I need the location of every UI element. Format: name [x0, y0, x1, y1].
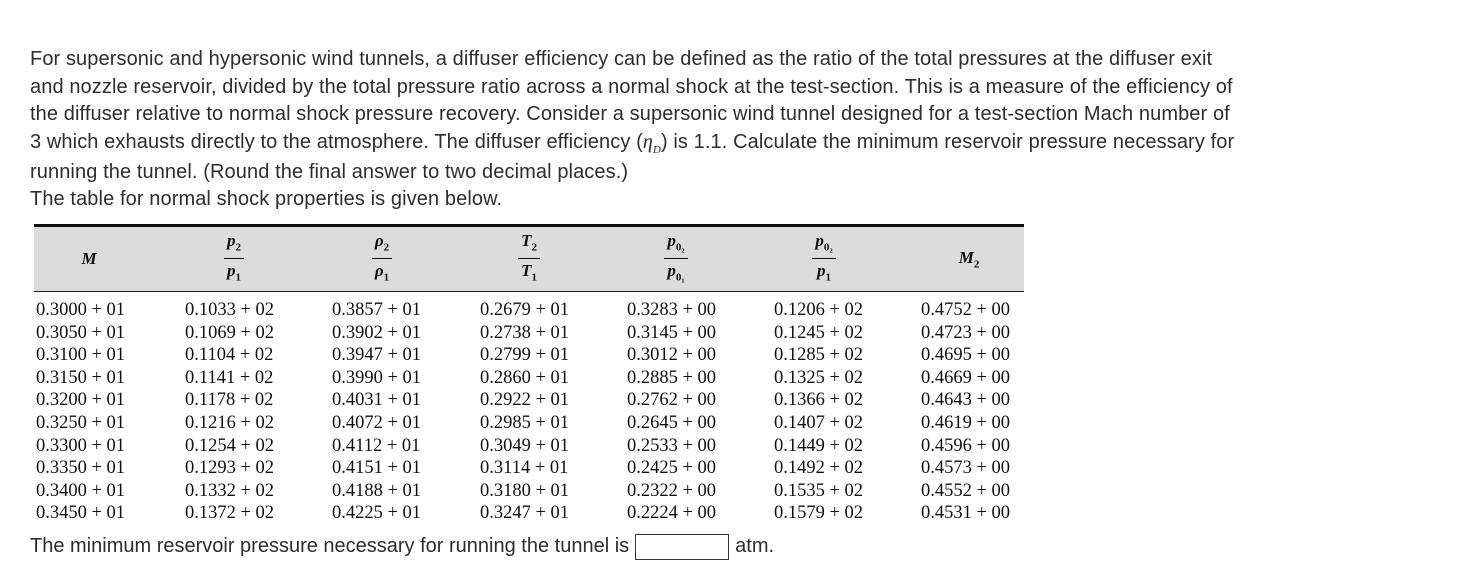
table-cell: 0.4031 + 01	[332, 390, 422, 411]
table-cell: 0.3250 + 01	[36, 412, 126, 433]
normal-shock-table	[34, 224, 1024, 525]
header-pressure-ratio: $\frac{p_2}{p_1}$	[184, 227, 284, 291]
table-cell: 0.4723 + 00	[921, 322, 1011, 343]
header-density-ratio: $\frac{\rho_2}{\rho_1}$	[332, 227, 432, 291]
table-cell: 0.4072 + 01	[332, 412, 422, 433]
table-cell: 0.4619 + 00	[921, 412, 1011, 433]
table-cell: 0.3145 + 00	[627, 322, 717, 343]
table-cell: 0.3247 + 01	[480, 503, 570, 524]
table-row	[34, 389, 1024, 412]
table-cell: 0.3450 + 01	[36, 503, 126, 524]
problem-line-5: running the tunnel. (Round the final answer to two decimal places.)	[30, 160, 629, 183]
table-cell: 0.4573 + 00	[921, 458, 1011, 479]
problem-line-6: The table for normal shock properties is given below.	[30, 188, 503, 210]
table-cell: 0.1492 + 02	[774, 458, 864, 479]
problem-line-2: and nozzle reservoir, divided by the total pressure ratio across a normal shock at the test-section. This is a measure of the efficiency of	[30, 75, 1233, 98]
table-cell: 0.1245 + 02	[774, 322, 864, 343]
table-cell: 0.1104 + 02	[185, 345, 274, 366]
table-cell: 0.1325 + 02	[774, 367, 864, 388]
table-cell: 0.1366 + 02	[774, 390, 864, 411]
table-cell: 0.3947 + 01	[332, 345, 422, 366]
table-cell: 0.4151 + 01	[332, 458, 422, 479]
table-cell: 0.1285 + 02	[774, 345, 864, 366]
table-cell: 0.3902 + 01	[332, 322, 422, 343]
table-cell: 0.3050 + 01	[36, 322, 126, 343]
table-cell: 0.3100 + 01	[36, 345, 126, 366]
table-cell: 0.1141 + 02	[185, 367, 274, 388]
table-cell: 0.3200 + 01	[36, 390, 126, 411]
header-downstream-mach: $M_2$	[958, 247, 980, 271]
table-cell: 0.2679 + 01	[480, 300, 570, 320]
problem-line-3: the diffuser relative to normal shock pressure recovery. Consider a supersonic wind tunnel designed for a test-section Mach number of	[30, 103, 1230, 125]
table-cell: 0.2224 + 00	[627, 503, 717, 524]
header-mach: M	[81, 249, 97, 268]
table-cell: 0.2799 + 01	[480, 345, 570, 366]
table-cell: 0.2985 + 01	[480, 412, 570, 433]
table-cell: 0.2533 + 00	[627, 435, 717, 456]
header-temperature-ratio: $\frac{T_2}{T_1}$	[479, 227, 579, 291]
table-cell: 0.3350 + 01	[36, 458, 126, 479]
table-cell: 0.2425 + 00	[627, 458, 717, 479]
table-cell: 0.1206 + 02	[774, 300, 864, 320]
table-cell: 0.4752 + 00	[921, 300, 1011, 320]
table-cell: 0.2738 + 01	[480, 322, 570, 343]
table-row	[34, 502, 1024, 525]
table-cell: 0.4531 + 00	[921, 503, 1011, 524]
answer-line	[30, 533, 774, 560]
table-cell: 0.1178 + 02	[185, 390, 274, 411]
table-cell: 0.3049 + 01	[480, 435, 570, 456]
table-header	[34, 227, 1024, 292]
table-row	[34, 480, 1024, 503]
table-cell: 0.2762 + 00	[627, 390, 717, 411]
answer-prompt: The minimum reservoir pressure necessary for running the tunnel is	[30, 535, 630, 557]
table-cell: 0.3283 + 00	[627, 300, 717, 320]
table-cell: 0.4643 + 00	[921, 390, 1011, 411]
eta-symbol: η	[642, 130, 653, 153]
table-row	[34, 457, 1024, 480]
header-total-to-static-ratio: $\frac{p_{0_2}}{p_1}$	[774, 227, 874, 291]
answer-input[interactable]	[635, 534, 729, 560]
table-cell: 0.1579 + 02	[774, 503, 864, 524]
table-cell: 0.1033 + 02	[185, 300, 275, 320]
table-cell: 0.3300 + 01	[36, 435, 126, 456]
table-cell: 0.1535 + 02	[774, 480, 864, 501]
eta-subscript: D	[652, 143, 661, 156]
problem-line-1: For supersonic and hypersonic wind tunnels, a diffuser efficiency can be defined as the ratio of the total pressures at the diffuser exit	[30, 48, 1213, 70]
table-cell: 0.1216 + 02	[185, 412, 275, 433]
table-cell: 0.1254 + 02	[185, 435, 275, 456]
problem-line-4	[30, 129, 1450, 159]
table-cell: 0.1449 + 02	[774, 435, 864, 456]
table-row	[34, 367, 1024, 390]
problem-line-4-end: ) is 1.1. Calculate the minimum reservoir pressure necessary for	[660, 130, 1235, 153]
table-cell: 0.2922 + 01	[480, 390, 570, 411]
table-cell: 0.2645 + 00	[627, 412, 717, 433]
table-cell: 0.1069 + 02	[185, 322, 275, 343]
table-row	[34, 344, 1024, 367]
table-row	[34, 412, 1024, 435]
problem-line-4-start: 3 which exhausts directly to the atmosphere. The diffuser efficiency (	[30, 130, 643, 153]
answer-unit: atm.	[735, 535, 775, 557]
problem-statement	[30, 46, 1450, 214]
table-cell: 0.4112 + 01	[332, 435, 421, 456]
table-cell: 0.3400 + 01	[36, 480, 126, 501]
table-body	[34, 292, 1024, 525]
table-cell: 0.3990 + 01	[332, 367, 422, 388]
table-cell: 0.1332 + 02	[185, 480, 275, 501]
table-row	[34, 299, 1024, 322]
table-cell: 0.4695 + 00	[921, 345, 1011, 366]
table-cell: 0.2885 + 00	[627, 367, 717, 388]
table-cell: 0.3150 + 01	[36, 367, 126, 388]
table-cell: 0.3012 + 00	[627, 345, 717, 366]
table-cell: 0.1407 + 02	[774, 412, 864, 433]
table-cell: 0.1293 + 02	[185, 458, 275, 479]
header-total-pressure-ratio: $\frac{p_{0_2}}{p_{0_1}}$	[626, 227, 726, 291]
table-row	[34, 435, 1024, 458]
table-cell: 0.3000 + 01	[36, 300, 126, 320]
table-row	[34, 322, 1024, 345]
table-cell: 0.4225 + 01	[332, 503, 422, 524]
table-cell: 0.4596 + 00	[921, 435, 1011, 456]
table-cell: 0.4552 + 00	[921, 480, 1011, 501]
table-cell: 0.4188 + 01	[332, 480, 422, 501]
table-cell: 0.2860 + 01	[480, 367, 570, 388]
table-cell: 0.3114 + 01	[480, 458, 569, 479]
table-cell: 0.1372 + 02	[185, 503, 275, 524]
table-cell: 0.3180 + 01	[480, 480, 570, 501]
table-cell: 0.2322 + 00	[627, 480, 717, 501]
table-cell: 0.3857 + 01	[332, 300, 422, 320]
table-cell: 0.4669 + 00	[921, 367, 1011, 388]
